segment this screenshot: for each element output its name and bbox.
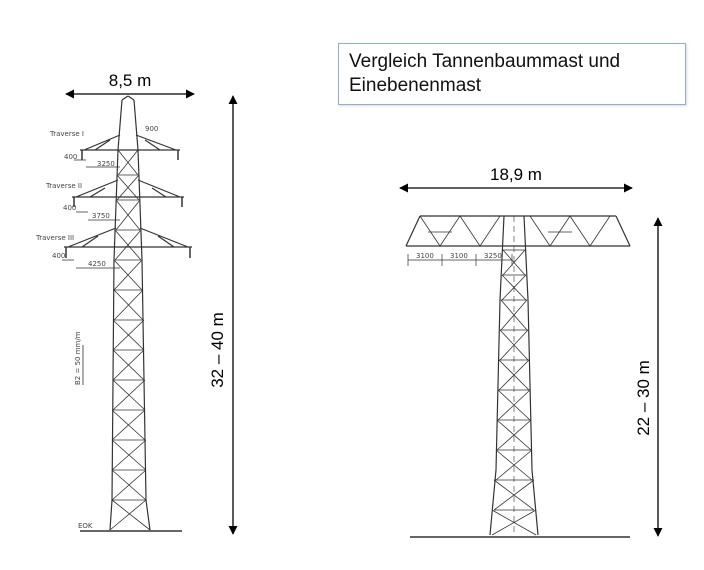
right-arm-dim-3: 3250 [484, 252, 502, 260]
right-mast [406, 216, 630, 537]
right-height-label: 22 – 30 m [634, 360, 653, 436]
right-crossarm-lattice [420, 216, 610, 246]
traverse-2-label: Traverse II [46, 182, 83, 190]
left-mast-peak [122, 96, 134, 100]
left-mast [62, 96, 192, 531]
left-traverse-2 [72, 180, 184, 207]
arm-2-dim: 3750 [92, 212, 110, 220]
traverse-3-label: Traverse III [36, 234, 75, 242]
arm-3-dim: 4250 [88, 260, 106, 268]
left-traverse-3 [64, 228, 192, 258]
right-arm-dim-2: 3100 [450, 252, 468, 260]
insulator-1-dim: 400 [64, 153, 78, 161]
insulator-2-dim: 400 [63, 204, 77, 212]
slope-note: B2 = 50 mm/m [74, 331, 82, 385]
left-traverse-1 [80, 135, 180, 160]
diagram-title: Vergleich Tannenbaummast und Einebenenmast [349, 51, 621, 96]
arm-1-dim: 3250 [97, 160, 115, 168]
right-crossarm [406, 216, 630, 246]
top-dim: 900 [145, 125, 159, 133]
right-width-label: 18,9 m [490, 165, 542, 184]
left-width-label: 8,5 m [108, 71, 152, 90]
traverse-1-label: Traverse I [50, 130, 84, 138]
ground-label: EOK [78, 522, 93, 530]
left-height-label: 32 – 40 m [208, 312, 227, 388]
right-mast-lattice [492, 250, 536, 535]
right-arm-dim-1: 3100 [416, 252, 434, 260]
title-box [338, 43, 686, 105]
insulator-3-dim: 400 [52, 252, 66, 260]
